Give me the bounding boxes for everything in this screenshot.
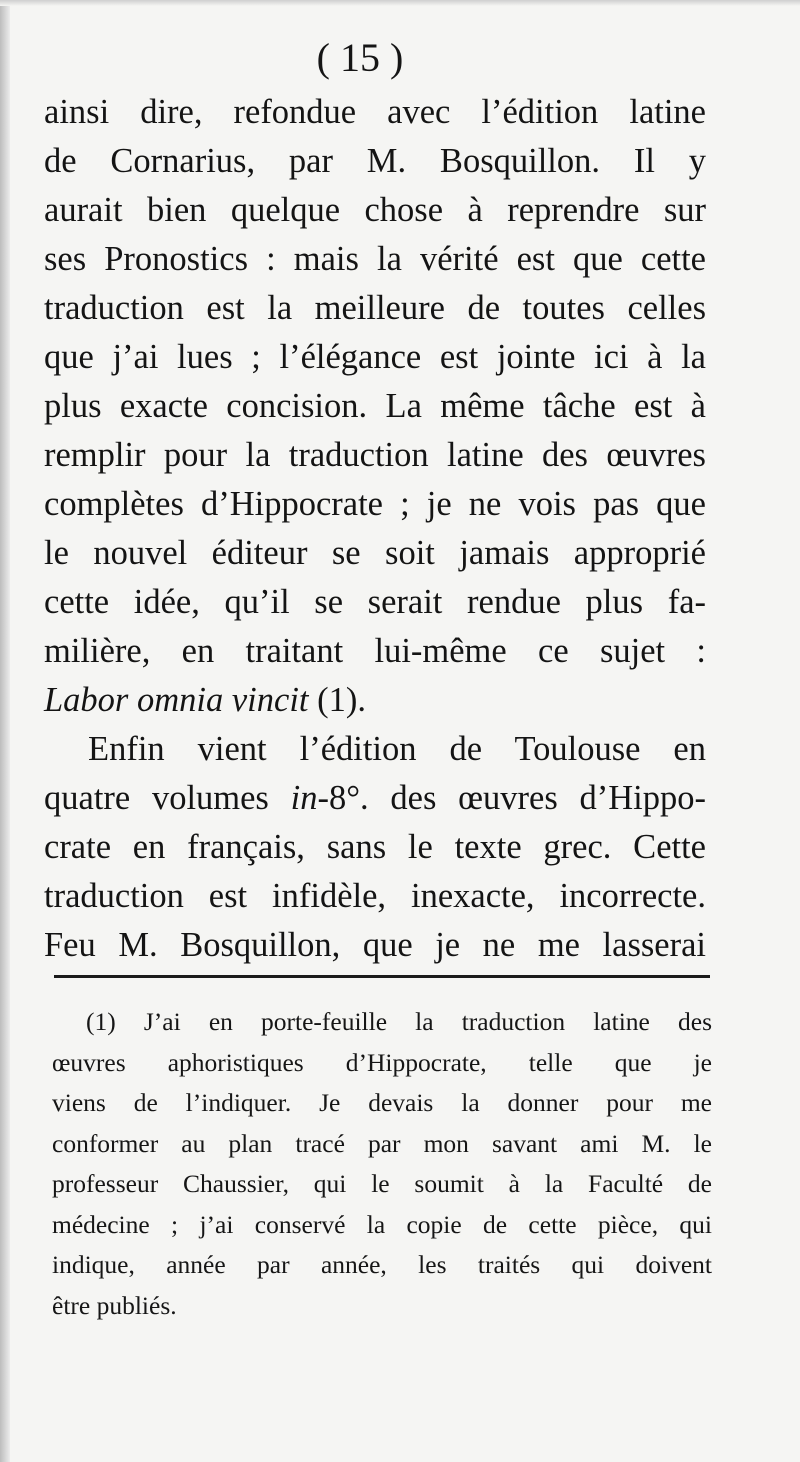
- footnote-line: (1) J’ai en porte-feuille la traduction latine des: [86, 1007, 712, 1036]
- footnote-line: conformer au plan tracé par mon savant ami M. le: [52, 1128, 712, 1158]
- text-line: traduction est la meilleure de toutes celles: [44, 289, 706, 327]
- footnote-line: indique, année par année, les traités qui doivent: [52, 1250, 712, 1279]
- text-line: [44, 774, 706, 823]
- footnote-line: médecine ; j’ai conservé la copie de cette pièce, qui: [52, 1209, 712, 1239]
- text-line: complètes d’Hippocrate ; je ne vois pas que: [44, 485, 706, 523]
- text-line: que j’ai lues ; l’élégance est jointe ici à la: [44, 338, 706, 376]
- page-top-shadow: [0, 0, 800, 6]
- footnote-line: professeur Chaussier, qui le soumit à la Faculté de: [52, 1169, 712, 1198]
- text-line: Feu M. Bosquillon, que je ne me lasserai: [44, 926, 706, 964]
- text-fragment: -8°. des œuvres d’Hippo-: [317, 779, 706, 817]
- text-line: remplir pour la traduction latine des œuvres: [44, 436, 706, 474]
- text-line: cette idée, qu’il se serait rendue plus fa-: [44, 583, 706, 621]
- main-text: [44, 88, 706, 970]
- text-line: milière, en traitant lui-même ce sujet :: [44, 632, 706, 670]
- text-fragment: quatre volumes: [44, 779, 291, 817]
- text-line: ses Pronostics : mais la vérité est que cette: [44, 240, 706, 278]
- text-line: ainsi dire, refondue avec l’édition latine: [44, 93, 706, 131]
- footnote: [52, 1002, 712, 1326]
- text-line: Enfin vient l’édition de Toulouse en: [88, 730, 706, 768]
- text-line: traduction est infidèle, inexacte, incorrecte.: [44, 877, 706, 915]
- motto-italic: Labor omnia vincit: [44, 681, 309, 719]
- footnote-line: viens de l’indiquer. Je devais la donner pour me: [52, 1088, 712, 1117]
- motto-line: [44, 676, 706, 725]
- text-line: de Cornarius, par M. Bosquillon. Il y: [44, 142, 706, 180]
- text-line: aurait bien quelque chose à reprendre sur: [44, 191, 706, 229]
- footnote-divider: [54, 975, 710, 978]
- page-number: ( 15 ): [316, 35, 404, 80]
- text-line: le nouvel éditeur se soit jamais approprié: [44, 534, 706, 572]
- footnote-line: œuvres aphoristiques d’Hippocrate, telle que je: [52, 1047, 712, 1077]
- footnote-line: être publiés.: [52, 1290, 177, 1320]
- footnote-reference: (1).: [308, 681, 366, 719]
- text-line: plus exacte concision. La même tâche est à: [44, 387, 706, 425]
- italic-fragment: in: [290, 779, 318, 817]
- text-line: crate en français, sans le texte grec. Cette: [44, 828, 706, 866]
- page-edge-shadow: [0, 0, 10, 1462]
